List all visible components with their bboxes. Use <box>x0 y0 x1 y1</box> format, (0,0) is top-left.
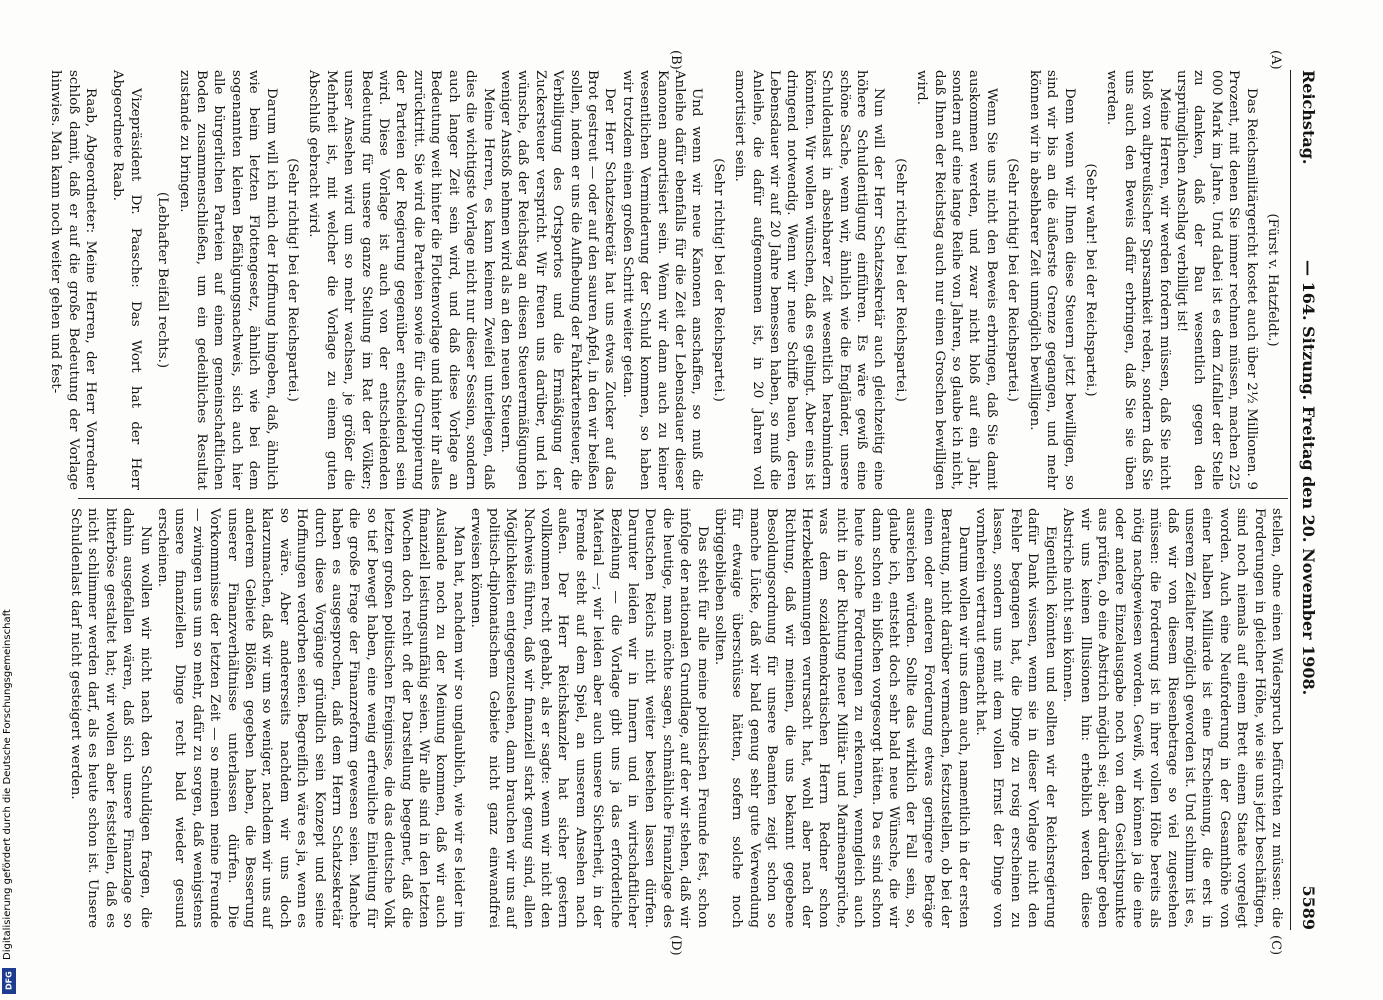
paragraph: Eigentlich könnten und sollten wir der Reichsregierung dafür Dank wissen, wenn sie in dieser Vorlage nicht den Fehler begangen hat, die Dinge zu rosig erscheinen zu lassen, sondern uns mit dem vollen Ernst der Dinge von vornherein vertraut gemacht hat. <box>973 508 1058 928</box>
dfg-logo: DFG <box>2 968 16 994</box>
header-session: — 164. Sitzung. Freitag den 20. November 1908. <box>1299 260 1318 696</box>
paragraph: Darum will ich mich der Hoffnung hingeben, daß, ähnlich wie beim letzten Flottengesetz, ähnlich wie bei dem sogenannten kleinen Befähigungsnachweis, sich auch hier alle bürgerlichen Parteien auf einem gemeinschaftlichen Boden zusammenschließen, um ein gedeihliches Resultat zustande zu bringen. <box>176 70 279 490</box>
digitization-credit: Digitalisierung gefördert durch die Deutsche Forschungsgemeinschaft <box>2 609 13 960</box>
header-rule <box>1290 70 1291 930</box>
paragraph: Nun wollen wir nicht nach den Schuldigen fragen, die dahin ausgefallen wären, daß sich unsere Finanzlage so bitterböse gestaltet hat; wir wollen aber feststellen, daß es nicht schlimmer werden darf, als es heute schon ist. Unsere Schuldenlast darf nicht gesteigert werden. <box>67 508 153 928</box>
margin-marker-b: (B) <box>668 50 683 70</box>
paragraph: Meine Herren, es kann keinem Zweifel unterliegen, daß dies die wichtigste Vorlage nicht nur dieser Session, sondern auch langer Zeit sein wird, und daß diese Vorlage an Bedeutung weit hinter die Flottenvorlage und hinter ihr alles zurücktritt. Sie wird die Parteien sowie für die Gruppierung der Parteien der Regierung gegenüber entscheidend sein wird. Diese Vorlage ist auch von der entscheidenden Bedeutung für unsere ganze Stellung im Rat der Völker; unser Ansehen wird um so mehr wachsen, je größer die Mehrheit ist, mit welcher die Vorlage zu einem guten Abschluß gebracht wird. <box>306 70 496 490</box>
right-column <box>67 508 1285 928</box>
paragraph: Man hat, nachdem wir so unglaublich, wie wir es leider im Auslande noch zu der Meinung kommen, daß wir auch finanziell leistungsunfähig seien. Wir alle sind in den letzten Wochen doch recht oft der Darstellung begegnet, daß die letzten großen politischen Ereignisse, die das deutsche Volk so tief bewegt haben, eine wenig erfreuliche Einleitung für die große Frage der Finanzreform gewesen seien. Manche haben es ausgesprochen, daß dem Herrn Schatzsekretär durch diese Vorgänge gründlich sein Konzept und seine Hoffnungen verdorben seien. Begreiflich wäre es ja, wenn es so wäre. Aber andererseits nachdem wir uns doch klarzumachen, daß wir um so weniger, nachdem wir uns auf anderem Gebiete Blößen gegeben haben, die Besserung unserer Finanzverhältnisse unterlassen dürfen. Die Vorkommnisse der letzten Zeit — so meinen meine Freunde — zwingen uns um so mehr, dafür zu sorgen, daß wenigstens unsere finanziellen Dinge recht bald wieder gesund erscheinen. <box>155 508 466 928</box>
speaker-raab: Raab, Abgeordneter: Meine Herren, der Herr Vorredner schloß damit, daß er auf die große Bedeutung der Vorlage hinwies. Man kann noch weiter gehen und fest- <box>48 70 98 490</box>
paragraph: Meine Herren, wir werden fordern müssen, daß Sie nicht bloß von altpreußischer Sparsamkeit reden, sondern daß Sie uns auch den Beweis dafür erbringen, daß Sie sie üben werden. <box>1104 70 1172 490</box>
header-title: Reichstag. <box>1299 70 1318 165</box>
speaker-note: (Fürst v. Hatzfeldt.) <box>1265 213 1280 347</box>
paragraph: Das steht für alle meine politischen Freunde fest, schon infolge der nationalen Grundlage, auf der wir stehen, daß wir die heutige, man möchte sagen, schmähliche Finanzlage des Deutschen Reichs nicht weiter bestehen lassen dürfen. Darunter leiden wir in Innern und in wirtschaftlicher Beziehung — die Vorlage gibt uns ja das erforderliche Material —; wir leiden aber auch unsere Sicherheit, in der Fremde steht auf dem Spiel, an unserem Ansehen nach außen. Der Herr Reichskanzler hat sicher gestern vollkommen recht gehabt, als er sagte: wenn wir nicht den Nachweis führen, daß wir finanziell stark genug sind, allen Möglichkeiten entgegenzusehen, dann brauchen wir uns auf politisch-diplomatischem Gebiete nicht ganz einwandfrei erweisen können. <box>468 508 710 928</box>
paragraph: stellen, ohne einen Widerspruch befürchten zu müssen: die Forderungen in gleicher Höhe, wie sie uns jetzt beschäftigen, sind noch niemals auf einem Brett einem Staate vorgelegt worden. Auch eine Neuforderung in der Gesamthöhe von einer halben Milliarde ist eine Erscheinung, die erst in unserem Zeitalter möglich geworden ist. Und schlimm ist es, daß wir von diesem Riesenbetrage so viel zugestehen müssen: die Forderung ist in ihrer vollen Höhe bereits als nötig nachgewiesen worden. Gewiß, wir können ja die eine oder andere Einzelausgabe noch von dem Gesichtspunkte aus prüfen, ob eine Abstrich möglich sei; aber darüber geben wir uns keinen Illusionen hin: erheblich werden diese Abstriche nicht sein können. <box>1060 508 1284 928</box>
paragraph: Darum wollen wir uns denn auch, namentlich in der ersten Beratung, nicht darüber vermachen, festzustellen, ob bei der einen oder anderen Forderung etwas geringere Beträge ausreichen würden. Sollte das wirklich der Fall sein, so, glaube ich, entsteht doch sehr bald neue Wünsche, die wir dann schon ein bißchen vorgesorgt hätten. Da es sind schon heute solche Forderungen zu erkennen, wenngleich auch nicht in der Richtung neuer Militär- und Marineansprüche, was dem sozialdemokratischen Herrn Redner schon Herzbeklemmungen verursacht hat, wohl aber nach der Richtung, daß wir meinen, die uns bekannt gegebene Besoldungsordnung für unsere Beamten zeigt schon so manche Lücke, daß wir bald genug sehr gute Verwendung für etwaige überschüsse hätten, sofern solche noch übriggeblieben sollten. <box>712 508 971 928</box>
margin-marker-d: (D) <box>668 935 683 956</box>
interjection: (Sehr richtig! bei der Reichspartei.) <box>710 158 726 402</box>
paragraph: Wenn Sie uns nicht den Beweis erbringen, daß Sie damit auskommen werden, und zwar nicht bloß auf ein Jahr, sondern auf eine lange Reihe von Jahren, so glaube ich nicht, daß Ihnen der Reichstag auch nur einen Groschen bewilligen wird. <box>914 70 999 490</box>
paragraph: Denn wenn wir Ihnen diese Steuern jetzt bewilligen, so sind wir bis an die äußerste Grenze gegangen, und mehr können wir in absehbarer Zeit unmöglich bewilligen. <box>1026 70 1077 490</box>
page-number: 5589 <box>1299 885 1318 930</box>
column-divider <box>78 498 1288 499</box>
paragraph: Der Herr Schatzsekretär hat uns etwas Zucker auf das Brot gestreut — oder auf den sauren Apfel, in den wir beißen sollen, indem er uns die Aufhebung der Fahrkartensteuer, die Verbilligung des Ortsportos und die Ermäßigung der Zuckersteuer verspricht. Wir freuen uns darüber, und ich wünsche, daß der Reichstag an diesen Steuerermäßigungen weniger Anstoß nehmen wird als an den neuen Steuern. <box>497 70 618 490</box>
interjection: (Sehr wahr! bei der Reichspartei.) <box>1082 163 1098 397</box>
interjection: (Lebhafter Beifall rechts.) <box>155 191 171 369</box>
margin-marker-a: (A) <box>1268 50 1283 70</box>
paragraph: Das Reichsmilitärgericht kostet auch über 2½ Millionen. 9 Prozent, mit denen Sie immer rechnen müssen, machen 225 000 Mark im Jahre. Und dabei ist es dem Zufaller der Stelle zu danken, daß der Bau wesentlich gegen den ursprünglichen Anschlag verbilligt ist! <box>1173 70 1259 490</box>
paragraph: Und wenn wir neue Kanonen anschaffen, so muß die Anleihe dafür ebenfalls für die Zeit der Lebensdauer dieser Kanonen amortisiert sein. Wenn wir dann auch zu keiner wesentlichen Verminderung der Schuld kommen, so haben wir trotzdem einen großen Schritt weiter getan. <box>619 70 705 490</box>
interjection: (Sehr richtig! bei der Reichspartei.) <box>1005 158 1021 402</box>
left-column <box>47 70 1285 490</box>
paragraph: Nun will der Herr Schatzsekretär auch gleichzeitig eine höhere Schuldentilgung einführen. Es wäre gewiß eine schöne Sache, wenn wir, ähnlich wie die Engländer, unsere Schuldenlast in absehbarer Zeit wesentlich herabmindern könnten. Wir wollen wünschen, daß es gelingt. Aber eins ist dringend notwendig. Wenn wir neue Schiffe bauen, deren Lebensdauer wir auf 20 Jahre bemessen haben, so muß die Anleihe, die dafür aufgenommen ist, in 20 Jahren voll amortisiert sein. <box>732 70 887 490</box>
page-header <box>1293 70 1323 930</box>
margin-marker-c: (C) <box>1268 935 1283 956</box>
president-statement: Vizepräsident Dr. Paasche: Das Wort hat der Herr Abgeordnete Raab. <box>110 70 143 490</box>
interjection: (Sehr richtig! bei der Reichspartei.) <box>892 158 908 402</box>
interjection: (Sehr richtig! bei der Reichspartei.) <box>285 158 301 402</box>
